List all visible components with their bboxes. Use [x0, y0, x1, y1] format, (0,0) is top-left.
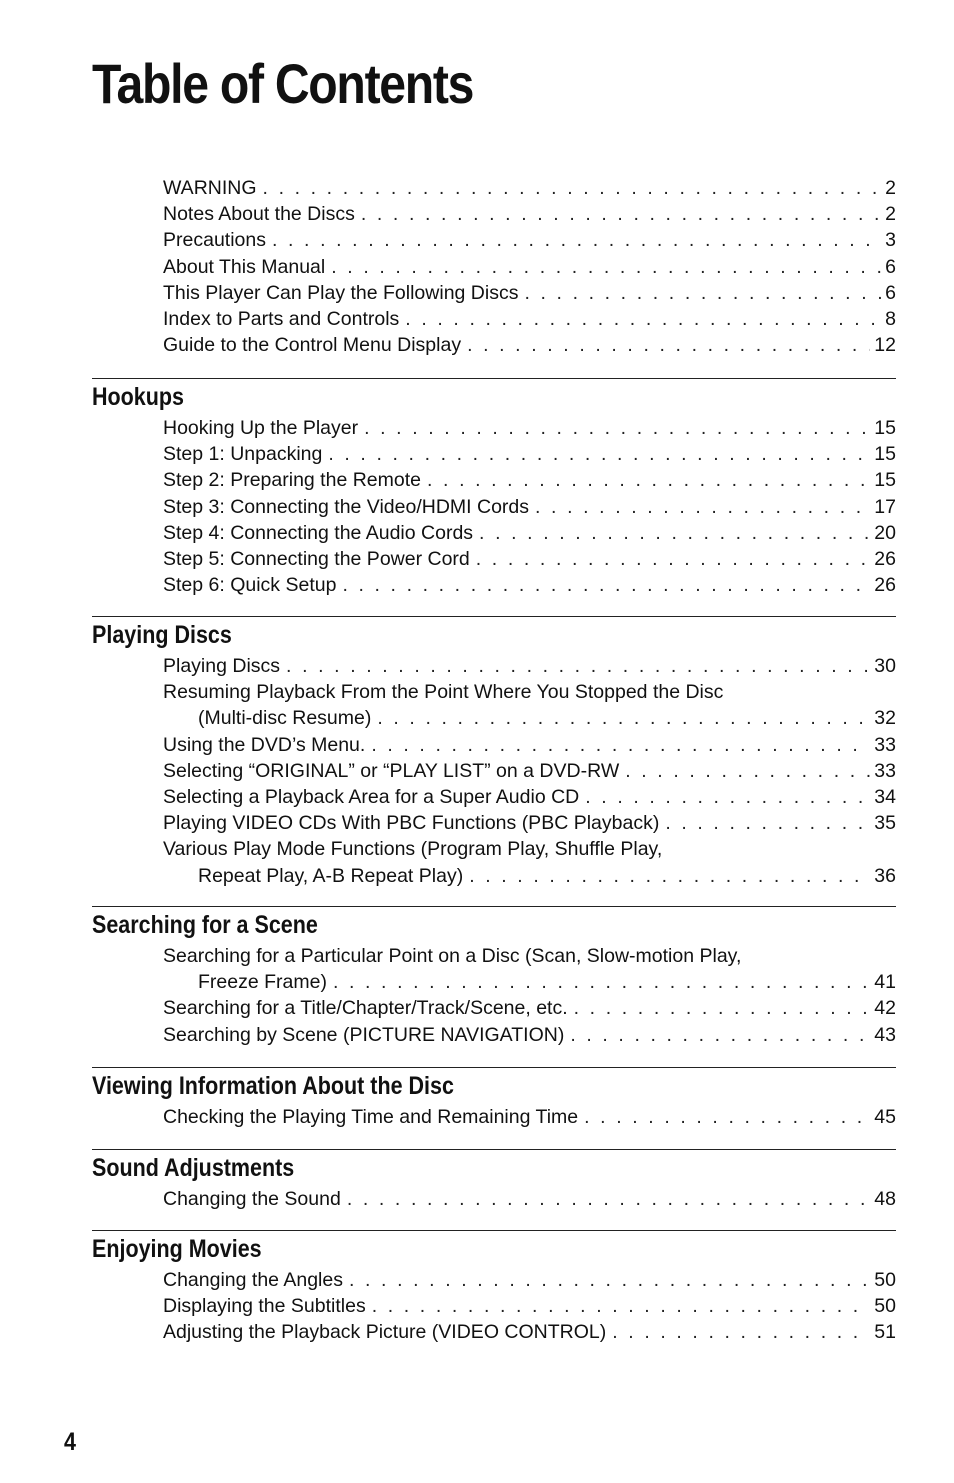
- toc-entry-label: Searching for a Title/Chapter/Track/Scene, etc.: [163, 997, 568, 1020]
- section-heading: Searching for a Scene: [92, 911, 318, 939]
- toc-entry[interactable]: [163, 810, 896, 836]
- page-title: Table of Contents: [92, 52, 474, 115]
- toc-entry[interactable]: [163, 227, 896, 253]
- toc-entry[interactable]: [163, 1104, 896, 1130]
- toc-entry[interactable]: [163, 254, 896, 280]
- toc-leader-dots: [524, 280, 881, 306]
- toc-leader-dots: [570, 1022, 870, 1048]
- toc-entry-page: 43: [874, 1023, 896, 1046]
- toc-entry-page: 17: [874, 495, 896, 518]
- toc-entry-label: Various Play Mode Functions (Program Play, Shuffle Play,: [163, 838, 663, 861]
- toc-leader-dots: [286, 653, 870, 679]
- section-heading: Hookups: [92, 383, 184, 411]
- toc-entry[interactable]: [163, 653, 896, 679]
- toc-entry-page: 42: [874, 997, 896, 1020]
- toc-entry-label: Selecting “ORIGINAL” or “PLAY LIST” on a DVD-RW: [163, 759, 620, 782]
- toc-entry-label: Checking the Playing Time and Remaining Time: [163, 1106, 579, 1128]
- toc-leader-dots: [476, 546, 871, 572]
- toc-entry-label-continued: Repeat Play, A-B Repeat Play): [198, 864, 464, 887]
- toc-entry-label: Hooking Up the Player: [163, 417, 359, 439]
- toc-entry-page: 32: [874, 707, 896, 730]
- toc-leader-dots: [371, 732, 870, 758]
- toc-entry-page: 36: [874, 864, 896, 887]
- toc-entry-page: 15: [874, 417, 896, 439]
- toc-entry-page: 3: [885, 229, 896, 252]
- toc-entry[interactable]: [163, 784, 896, 810]
- toc-entry-page: 30: [874, 655, 896, 677]
- toc-entry-page: 51: [874, 1321, 896, 1344]
- toc-entry-label: Step 3: Connecting the Video/HDMI Cords: [163, 495, 530, 518]
- toc-entry-label: This Player Can Play the Following Discs: [163, 281, 519, 304]
- toc-entry[interactable]: [163, 201, 896, 227]
- toc-entry-page: 20: [874, 521, 896, 544]
- toc-leader-dots: [535, 494, 870, 520]
- toc-entry-page: 15: [874, 443, 896, 466]
- intro-entries: [163, 175, 896, 358]
- toc-leader-dots: [584, 1104, 870, 1130]
- toc-entry[interactable]: [163, 546, 896, 572]
- toc-entry-page: 2: [885, 177, 896, 199]
- toc-leader-dots: [331, 254, 881, 280]
- toc-leader-dots: [585, 784, 870, 810]
- toc-entry[interactable]: [163, 1022, 896, 1048]
- toc-entry-page: 26: [874, 547, 896, 570]
- toc-leader-dots: [405, 306, 881, 332]
- section-enjoying-movies: [92, 1230, 896, 1346]
- toc-entry-label: Step 1: Unpacking: [163, 443, 323, 466]
- toc-entry[interactable]: [163, 494, 896, 520]
- toc-entry-first-line[interactable]: [163, 943, 896, 969]
- toc-entry-label: Step 5: Connecting the Power Cord: [163, 547, 470, 570]
- toc-entry-continuation[interactable]: [163, 969, 896, 995]
- page-number: 4: [64, 1428, 76, 1456]
- toc-entry[interactable]: [163, 467, 896, 493]
- toc-leader-dots: [479, 520, 870, 546]
- toc-leader-dots: [347, 1186, 870, 1212]
- toc-entry[interactable]: [163, 306, 896, 332]
- section-searching-for-a-scene: [92, 906, 896, 1048]
- toc-leader-dots: [574, 995, 871, 1021]
- toc-entry-label: Playing VIDEO CDs With PBC Functions (PBC Playback): [163, 812, 660, 835]
- toc-leader-dots: [342, 572, 870, 598]
- toc-leader-dots: [372, 1293, 871, 1319]
- toc-entry[interactable]: [163, 758, 896, 784]
- toc-entry-page: 41: [874, 971, 896, 994]
- toc-entry-page: 34: [874, 785, 896, 808]
- toc-entry-label: Changing the Sound: [163, 1188, 341, 1210]
- toc-entry-page: 45: [874, 1106, 896, 1128]
- toc-entry-label: Adjusting the Playback Picture (VIDEO CONTROL): [163, 1321, 607, 1344]
- toc-entry-label: Index to Parts and Controls: [163, 307, 400, 330]
- toc-entry[interactable]: [163, 572, 896, 598]
- toc-entry[interactable]: [163, 1267, 896, 1293]
- toc-leader-dots: [364, 415, 870, 441]
- toc-entry[interactable]: [163, 280, 896, 306]
- toc-entry-page: 50: [874, 1269, 896, 1291]
- toc-entry-page: 6: [885, 255, 896, 278]
- toc-entry-continuation[interactable]: [163, 705, 896, 731]
- toc-entry-label: Step 4: Connecting the Audio Cords: [163, 521, 474, 544]
- toc-entry[interactable]: [163, 1319, 896, 1345]
- toc-entry-page: 33: [874, 759, 896, 782]
- section-heading: Viewing Information About the Disc: [92, 1072, 454, 1100]
- toc-leader-dots: [625, 758, 870, 784]
- toc-leader-dots: [263, 175, 882, 201]
- toc-leader-dots: [427, 467, 870, 493]
- toc-entry[interactable]: [163, 332, 896, 358]
- toc-entry-label: WARNING: [163, 177, 257, 199]
- toc-leader-dots: [333, 969, 870, 995]
- toc-entry-page: 6: [885, 281, 896, 304]
- toc-leader-dots: [361, 201, 881, 227]
- toc-entry-label: Precautions: [163, 229, 266, 252]
- section-sound-adjustments: [92, 1149, 896, 1212]
- toc-entry[interactable]: [163, 415, 896, 441]
- toc-entry-label: About This Manual: [163, 255, 326, 278]
- toc-leader-dots: [328, 441, 870, 467]
- toc-entry[interactable]: [163, 995, 896, 1021]
- toc-entry-first-line[interactable]: [163, 836, 896, 862]
- toc-entry-page: 35: [874, 812, 896, 835]
- section-hookups: [92, 378, 896, 598]
- toc-entry-label: Playing Discs: [163, 655, 281, 677]
- toc-leader-dots: [467, 332, 870, 358]
- toc-entry-continuation[interactable]: [163, 863, 896, 889]
- section-playing-discs: [92, 616, 896, 889]
- toc-entry-label: Selecting a Playback Area for a Super Audio CD: [163, 785, 580, 808]
- toc-entry-page: 26: [874, 574, 896, 597]
- toc-entry-page: 48: [874, 1188, 896, 1210]
- toc-entry-page: 15: [874, 469, 896, 492]
- toc-entry-label: Step 6: Quick Setup: [163, 574, 337, 597]
- toc-leader-dots: [612, 1319, 870, 1345]
- section-viewing-information: [92, 1067, 896, 1130]
- toc-entry-label-continued: (Multi-disc Resume): [198, 707, 372, 730]
- toc-leader-dots: [349, 1267, 870, 1293]
- toc-entry[interactable]: [163, 175, 896, 201]
- toc-entry-label-continued: Freeze Frame): [198, 971, 327, 994]
- toc-entry-label: Guide to the Control Menu Display: [163, 334, 462, 357]
- toc-entry-first-line[interactable]: [163, 679, 896, 705]
- section-heading: Sound Adjustments: [92, 1154, 295, 1182]
- section-heading: Playing Discs: [92, 621, 232, 649]
- toc-entry-page: 12: [874, 334, 896, 357]
- toc-entry-label: Displaying the Subtitles: [163, 1295, 366, 1318]
- toc-entry-page: 50: [874, 1295, 896, 1318]
- toc-entry-label: Notes About the Discs: [163, 203, 355, 226]
- toc-leader-dots: [469, 863, 870, 889]
- toc-entry[interactable]: [163, 1186, 896, 1212]
- toc-entry-label: Using the DVD’s Menu.: [163, 733, 366, 756]
- toc-entry-label: Searching for a Particular Point on a Disc (Scan, Slow-motion Play,: [163, 945, 742, 967]
- toc-entry[interactable]: [163, 732, 896, 758]
- toc-entry[interactable]: [163, 1293, 896, 1319]
- toc-leader-dots: [665, 810, 870, 836]
- toc-entry[interactable]: [163, 520, 896, 546]
- toc-entry-label: Searching by Scene (PICTURE NAVIGATION): [163, 1023, 565, 1046]
- toc-entry-page: 2: [885, 203, 896, 226]
- toc-entry-label: Step 2: Preparing the Remote: [163, 469, 421, 492]
- toc-entry-label: Changing the Angles: [163, 1269, 343, 1291]
- section-heading: Enjoying Movies: [92, 1235, 262, 1263]
- toc-entry-page: 8: [885, 307, 896, 330]
- toc-leader-dots: [377, 705, 870, 731]
- toc-entry-page: 33: [874, 733, 896, 756]
- toc-entry-label: Resuming Playback From the Point Where You Stopped the Disc: [163, 681, 724, 704]
- toc-leader-dots: [272, 227, 881, 253]
- toc-entry[interactable]: [163, 441, 896, 467]
